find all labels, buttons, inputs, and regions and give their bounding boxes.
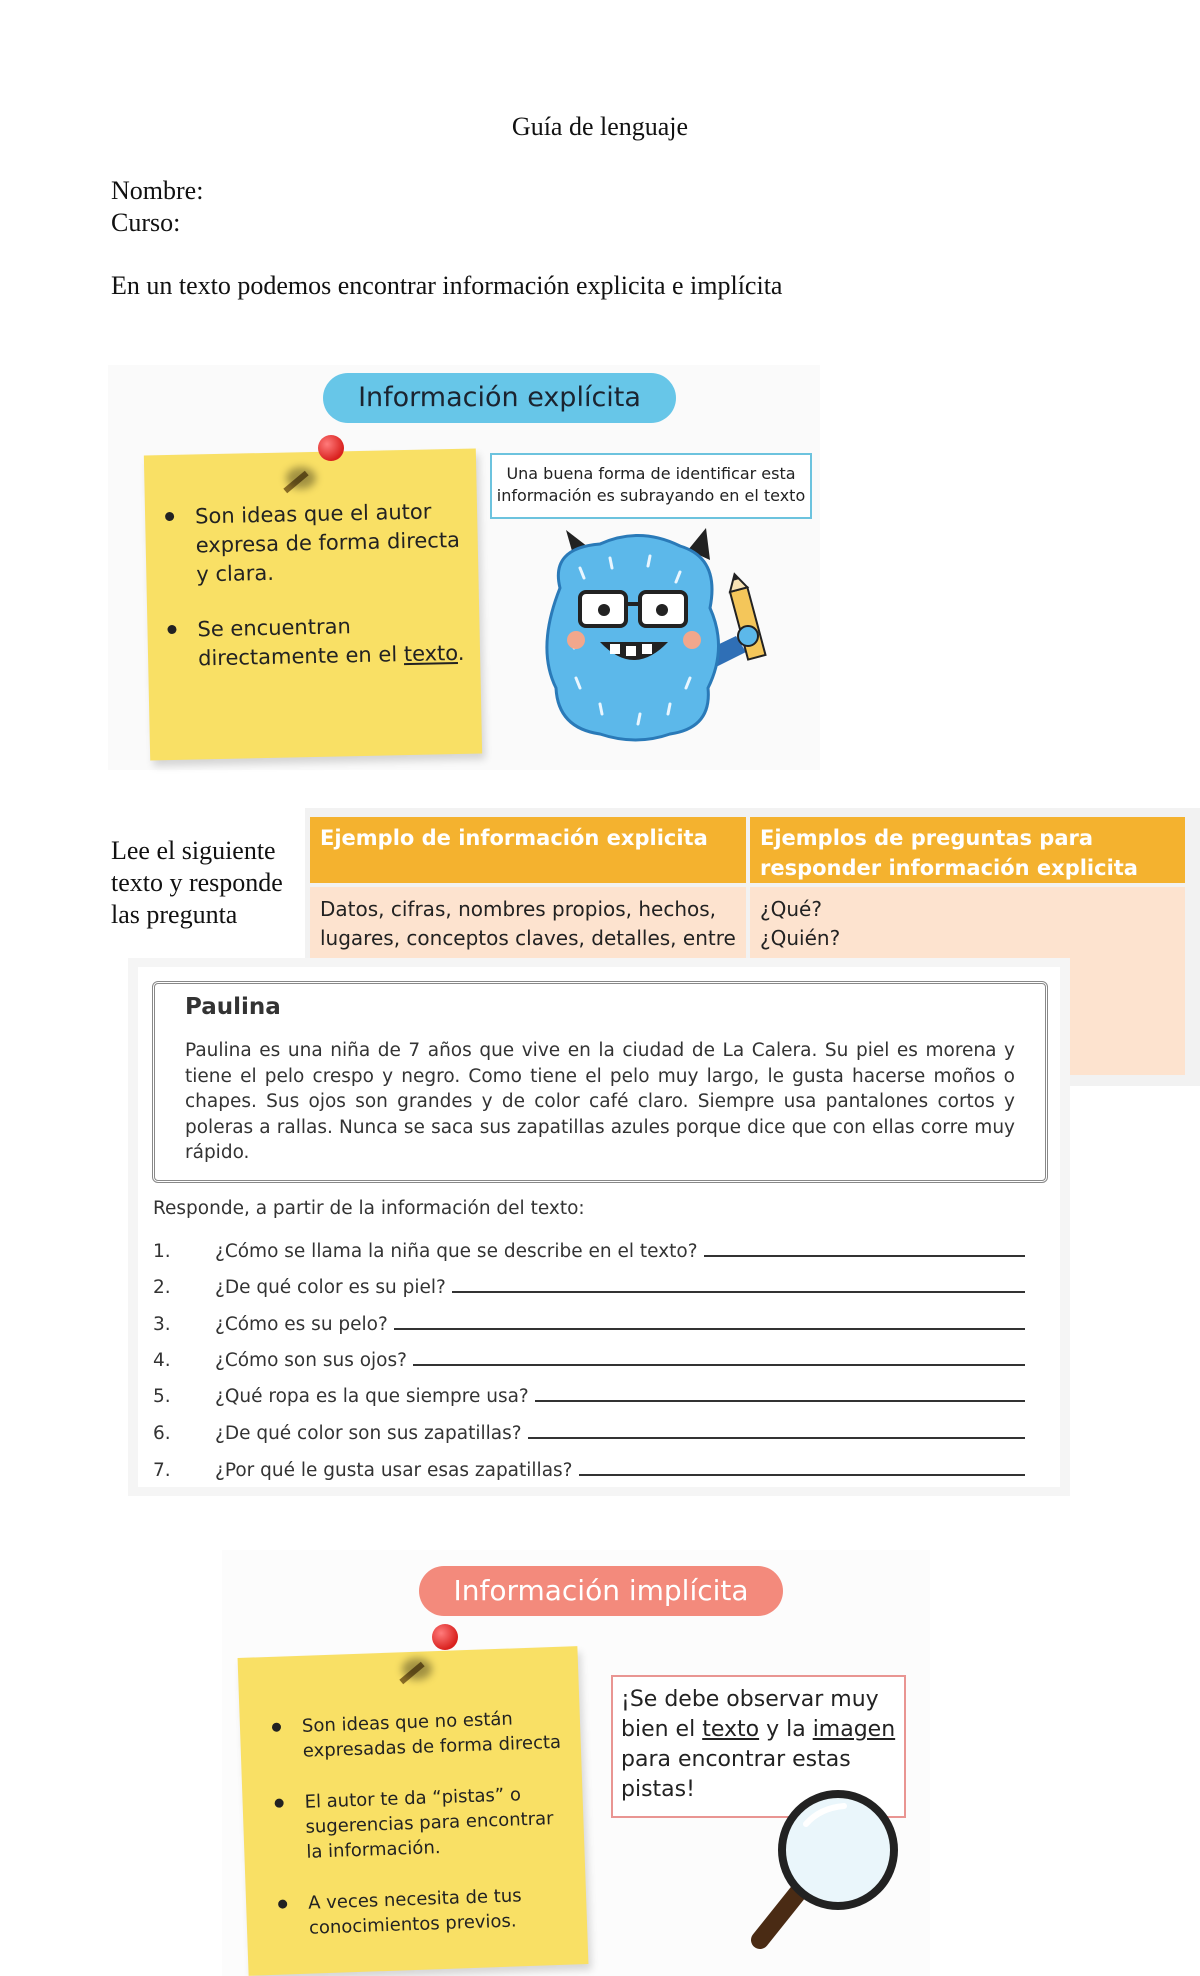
hint-box: Una buena forma de identificar esta información es subrayando en el texto (490, 453, 812, 519)
implicit-info-pill: Información implícita (419, 1566, 783, 1616)
question-text: ¿Cómo se llama la niña que se describe en el texto? (215, 1241, 698, 1262)
answer-line[interactable] (579, 1474, 1026, 1476)
question-item (153, 1377, 1025, 1407)
question-item (153, 1414, 1025, 1444)
monster-illustration (540, 528, 790, 748)
story-title: Paulina (185, 994, 281, 1020)
explicit-bullet-1: Son ideas que el autor expresa de forma directa y clara. (195, 497, 467, 590)
page-title: Guía de lenguaje (511, 112, 689, 141)
explicit-bullet-2: Se encuentran directamente en el texto. (197, 610, 468, 674)
question-item (153, 1305, 1025, 1335)
bullet-dot-icon (278, 1899, 287, 1908)
explicit-info-pill: Información explícita (323, 373, 676, 423)
answer-line[interactable] (535, 1400, 1025, 1402)
bullet-dot-icon (272, 1723, 281, 1732)
instruction-line-1: Lee el siguiente (111, 836, 276, 865)
table-header-2: Ejemplos de preguntas para responder información explicita (750, 817, 1185, 883)
question-item (153, 1232, 1025, 1262)
question-text: ¿Qué ropa es la que siempre usa? (215, 1386, 529, 1407)
curso-label: Curso: (111, 208, 181, 237)
question-text: ¿Cómo es su pelo? (215, 1314, 388, 1335)
question-item (153, 1268, 1025, 1298)
question-number: 4. (153, 1350, 171, 1371)
implicit-bullet-2: El autor te da “pistas” o sugerencias para encontrar la información. (304, 1781, 568, 1865)
nombre-label: Nombre: (111, 176, 204, 205)
question-number: 7. (153, 1460, 171, 1481)
table-header-1: Ejemplo de información explicita (310, 817, 746, 883)
question-item (153, 1341, 1025, 1371)
question-number: 5. (153, 1386, 171, 1407)
question-number: 3. (153, 1314, 171, 1335)
clues-box: ¡Se debe observar muy bien el texto y la imagen para encontrar estas pistas! (611, 1675, 906, 1818)
question-text: ¿Por qué le gusta usar esas zapatillas? (215, 1460, 573, 1481)
intro-text: En un texto podemos encontrar información explicita e implícita (111, 271, 783, 300)
bullet-dot-icon (167, 625, 176, 634)
question-text: ¿Cómo son sus ojos? (215, 1350, 407, 1371)
bullet-dot-icon (165, 512, 174, 521)
question-number: 6. (153, 1423, 171, 1444)
questions-instruction: Responde, a partir de la información del texto: (153, 1198, 585, 1219)
implicit-sticky-note (238, 1646, 589, 1976)
answer-line[interactable] (452, 1291, 1025, 1293)
question-text: ¿De qué color son sus zapatillas? (215, 1423, 522, 1444)
magnifying-glass-icon (740, 1780, 910, 1960)
answer-line[interactable] (528, 1437, 1025, 1439)
question-text: ¿De qué color es su piel? (215, 1277, 446, 1298)
story-text: Paulina es una niña de 7 años que vive en la ciudad de La Calera. Su piel es morena y tiene el pelo crespo y negro. Como tiene el pelo muy largo, le gusta hacerse moños o chapes. Sus ojos son grandes y de color café claro. Siempre usa pantalones cortos y poleras a rallas. Nunca se saca sus zapatillas azules porque dice que con ellas corre muy rápido. (185, 1040, 1015, 1163)
implicit-bullet-1: Son ideas que no están expresadas de forma directa (302, 1705, 566, 1764)
instruction-line-3: las pregunta (111, 900, 238, 929)
question-number: 1. (153, 1241, 171, 1262)
bullet-dot-icon (274, 1799, 283, 1808)
table-cell-1: Datos, cifras, nombres propios, hechos, lugares, conceptos claves, detalles, entre (310, 887, 746, 1075)
answer-line[interactable] (413, 1364, 1025, 1366)
explicit-sticky-note (144, 449, 482, 761)
answer-line[interactable] (394, 1328, 1025, 1330)
implicit-bullet-3: A veces necesita de tus conocimientos previos. (308, 1882, 572, 1941)
answer-line[interactable] (704, 1255, 1025, 1257)
question-number: 2. (153, 1277, 171, 1298)
question-item (153, 1451, 1025, 1481)
instruction-line-2: texto y responde (111, 868, 283, 897)
table-cell-2: ¿Qué? ¿Quién? (750, 887, 1185, 1075)
